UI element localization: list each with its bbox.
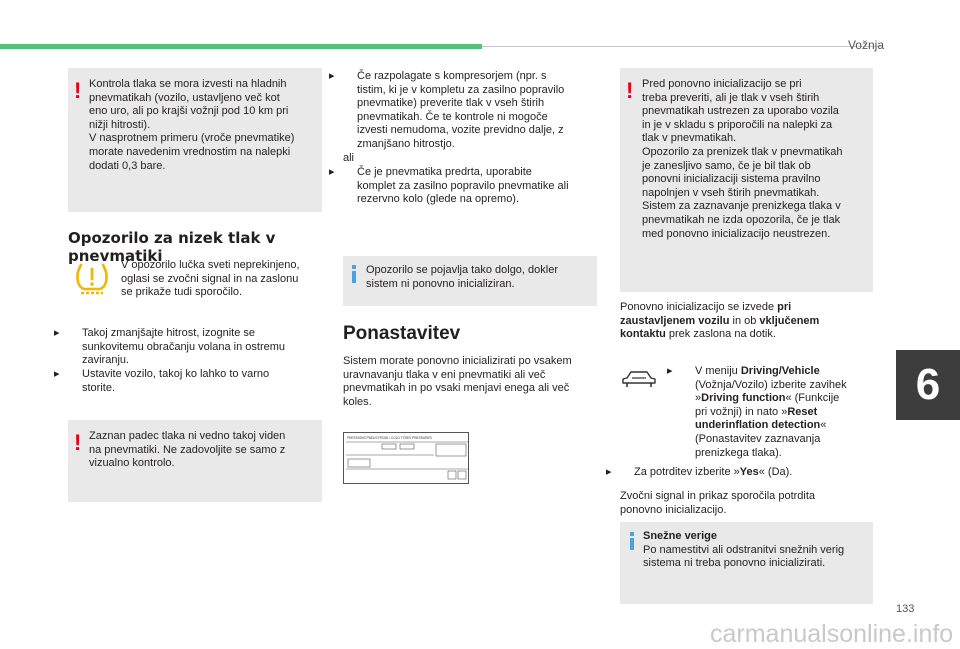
top-green-bar [0,44,482,49]
warning-text-cold-tyres: Kontrola tlaka se mora izvesti na hladnih pnevmatikah (vozilo, ustavljeno več kot eno uro, ali po krajši vožnji pod 10 km pri nižji hitrosti). V nasprotnem primeru (vroče pnevmatike) morate navedenim vrednostim na nalepki dodati 0,3 bare. [89,78,295,172]
top-rule [482,46,882,47]
reinit-conditions: Ponovno inicializacijo se izvede pri zaustavljenem vozilu in ob vključenem kontaktu prek zaslona na dotik. [620,301,820,341]
bullet-arrow-icon: ▸ [329,166,335,178]
warning-text-before-reset: Pred ponovno inicializacijo se pri treba preveriti, ali je tlak v vseh štirih pnevmatikah ustrezen za uporabo vozila in je v skladu s priporočili na nalepki za tlak v pnevmatikah. Opozorilo za prenizek tlak v pnevmatikah je zanesljivo samo, če je bil tlak ob ponovni inicializaciji sistema pravilno napolnjen v vseh štirih pnevmatikah. Sistem za zaznavanje prenizkega tlaka v pnevmatikah ne izda opozorila, če je tlak med ponovno inicializacijo neustrezen. [642,78,843,240]
tyre-pressure-label-image [343,432,469,484]
warning-exclamation-icon: ! [74,430,82,455]
bullet-reduce-speed: ▸ Takoj zmanjšajte hitrost, izognite se sunkovitemu obračanju volana in ostremu zaviranju. [54,327,286,367]
info-text-snow-chains: Snežne verige Po namestitvi ali odstranitvi snežnih verig sistema ni treba ponovno inicializirati. [643,530,845,570]
bullet-puncture: ▸ Če je pnevmatika predrta, uporabite komplet za zasilno popravilo pnevmatike ali rezervno kolo (glede na opremo). [329,166,569,206]
bullet-arrow-icon: ▸ [667,365,673,377]
heading-low-pressure: Opozorilo za nizek tlak v pnevmatiki [68,229,276,265]
bullet-arrow-icon: ▸ [329,70,335,82]
bullet-arrow-icon: ▸ [606,466,612,478]
label-image-text: PRESSIONS PNEUS FROID / COLD TYRES PRESSURES [347,436,432,440]
bullet-confirm: ▸ Za potrditev izberite »Yes« (Da). [606,466,793,478]
warning-exclamation-icon: ! [626,78,634,103]
reset-body: Sistem morate ponovno inicializirati po vsakem uravnavanju tlaka v eni pnevmatiki ali več pnevmatikah in po vsaki menjavi enega ali več koles. [343,355,572,408]
heading-reset: Ponastavitev [343,323,461,344]
signal-confirmation: Zvočni signal in prikaz sporočila potrdita ponovno inicializacijo. [620,490,816,516]
watermark: carmanualsonline.info [710,620,954,648]
section-title: Vožnja [847,38,884,52]
car-icon [620,368,658,390]
bullet-compressor: ▸ Če razpolagate s kompresorjem (npr. s tistim, ki je v kompletu za zasilno popravilo pnevmatike) preverite tlak v vseh štirih pnevmatikah. Če te kontrole ni mogoče izvesti nemudoma, vozite previdno dalje, z zmanjšano hitrostjo. [329,70,565,150]
lamp-description: V opozorilo lučka sveti neprekinjeno, oglasi se zvočni signal in na zaslonu se prikaže tudi sporočilo. [121,259,300,299]
warning-exclamation-icon: ! [74,78,82,103]
info-icon [630,532,634,550]
bullet-menu-instructions: ▸ V meniju Driving/Vehicle (Vožnja/Vozilo) izberite zavihek »Driving function« (Funkcije pri vožnji) in nato »Reset underinflation detection« (Ponastavitev zaznavanja prenizkega tlaka). [667,365,847,459]
bullet-stop-vehicle: ▸ Ustavite vozilo, takoj ko lahko to varno storite. [54,368,270,394]
bullet-arrow-icon: ▸ [54,327,60,339]
warning-text-visual-check: Zaznan padec tlaka ni vedno takoj viden na pnevmatiki. Ne zadovoljite se samo z vizualno kontrolo. [89,430,286,470]
chapter-tab: 6 [896,350,960,420]
info-icon [352,265,356,283]
ali-text: ali [343,152,355,164]
info-text-warning-persists: Opozorilo se pojavlja tako dolgo, dokler sistem ni ponovno inicializiran. [366,264,559,290]
bullet-arrow-icon: ▸ [54,368,60,380]
page-number: 133 [896,603,915,615]
tyre-label-drawing [344,433,470,485]
tyre-pressure-warning-icon [72,260,112,296]
